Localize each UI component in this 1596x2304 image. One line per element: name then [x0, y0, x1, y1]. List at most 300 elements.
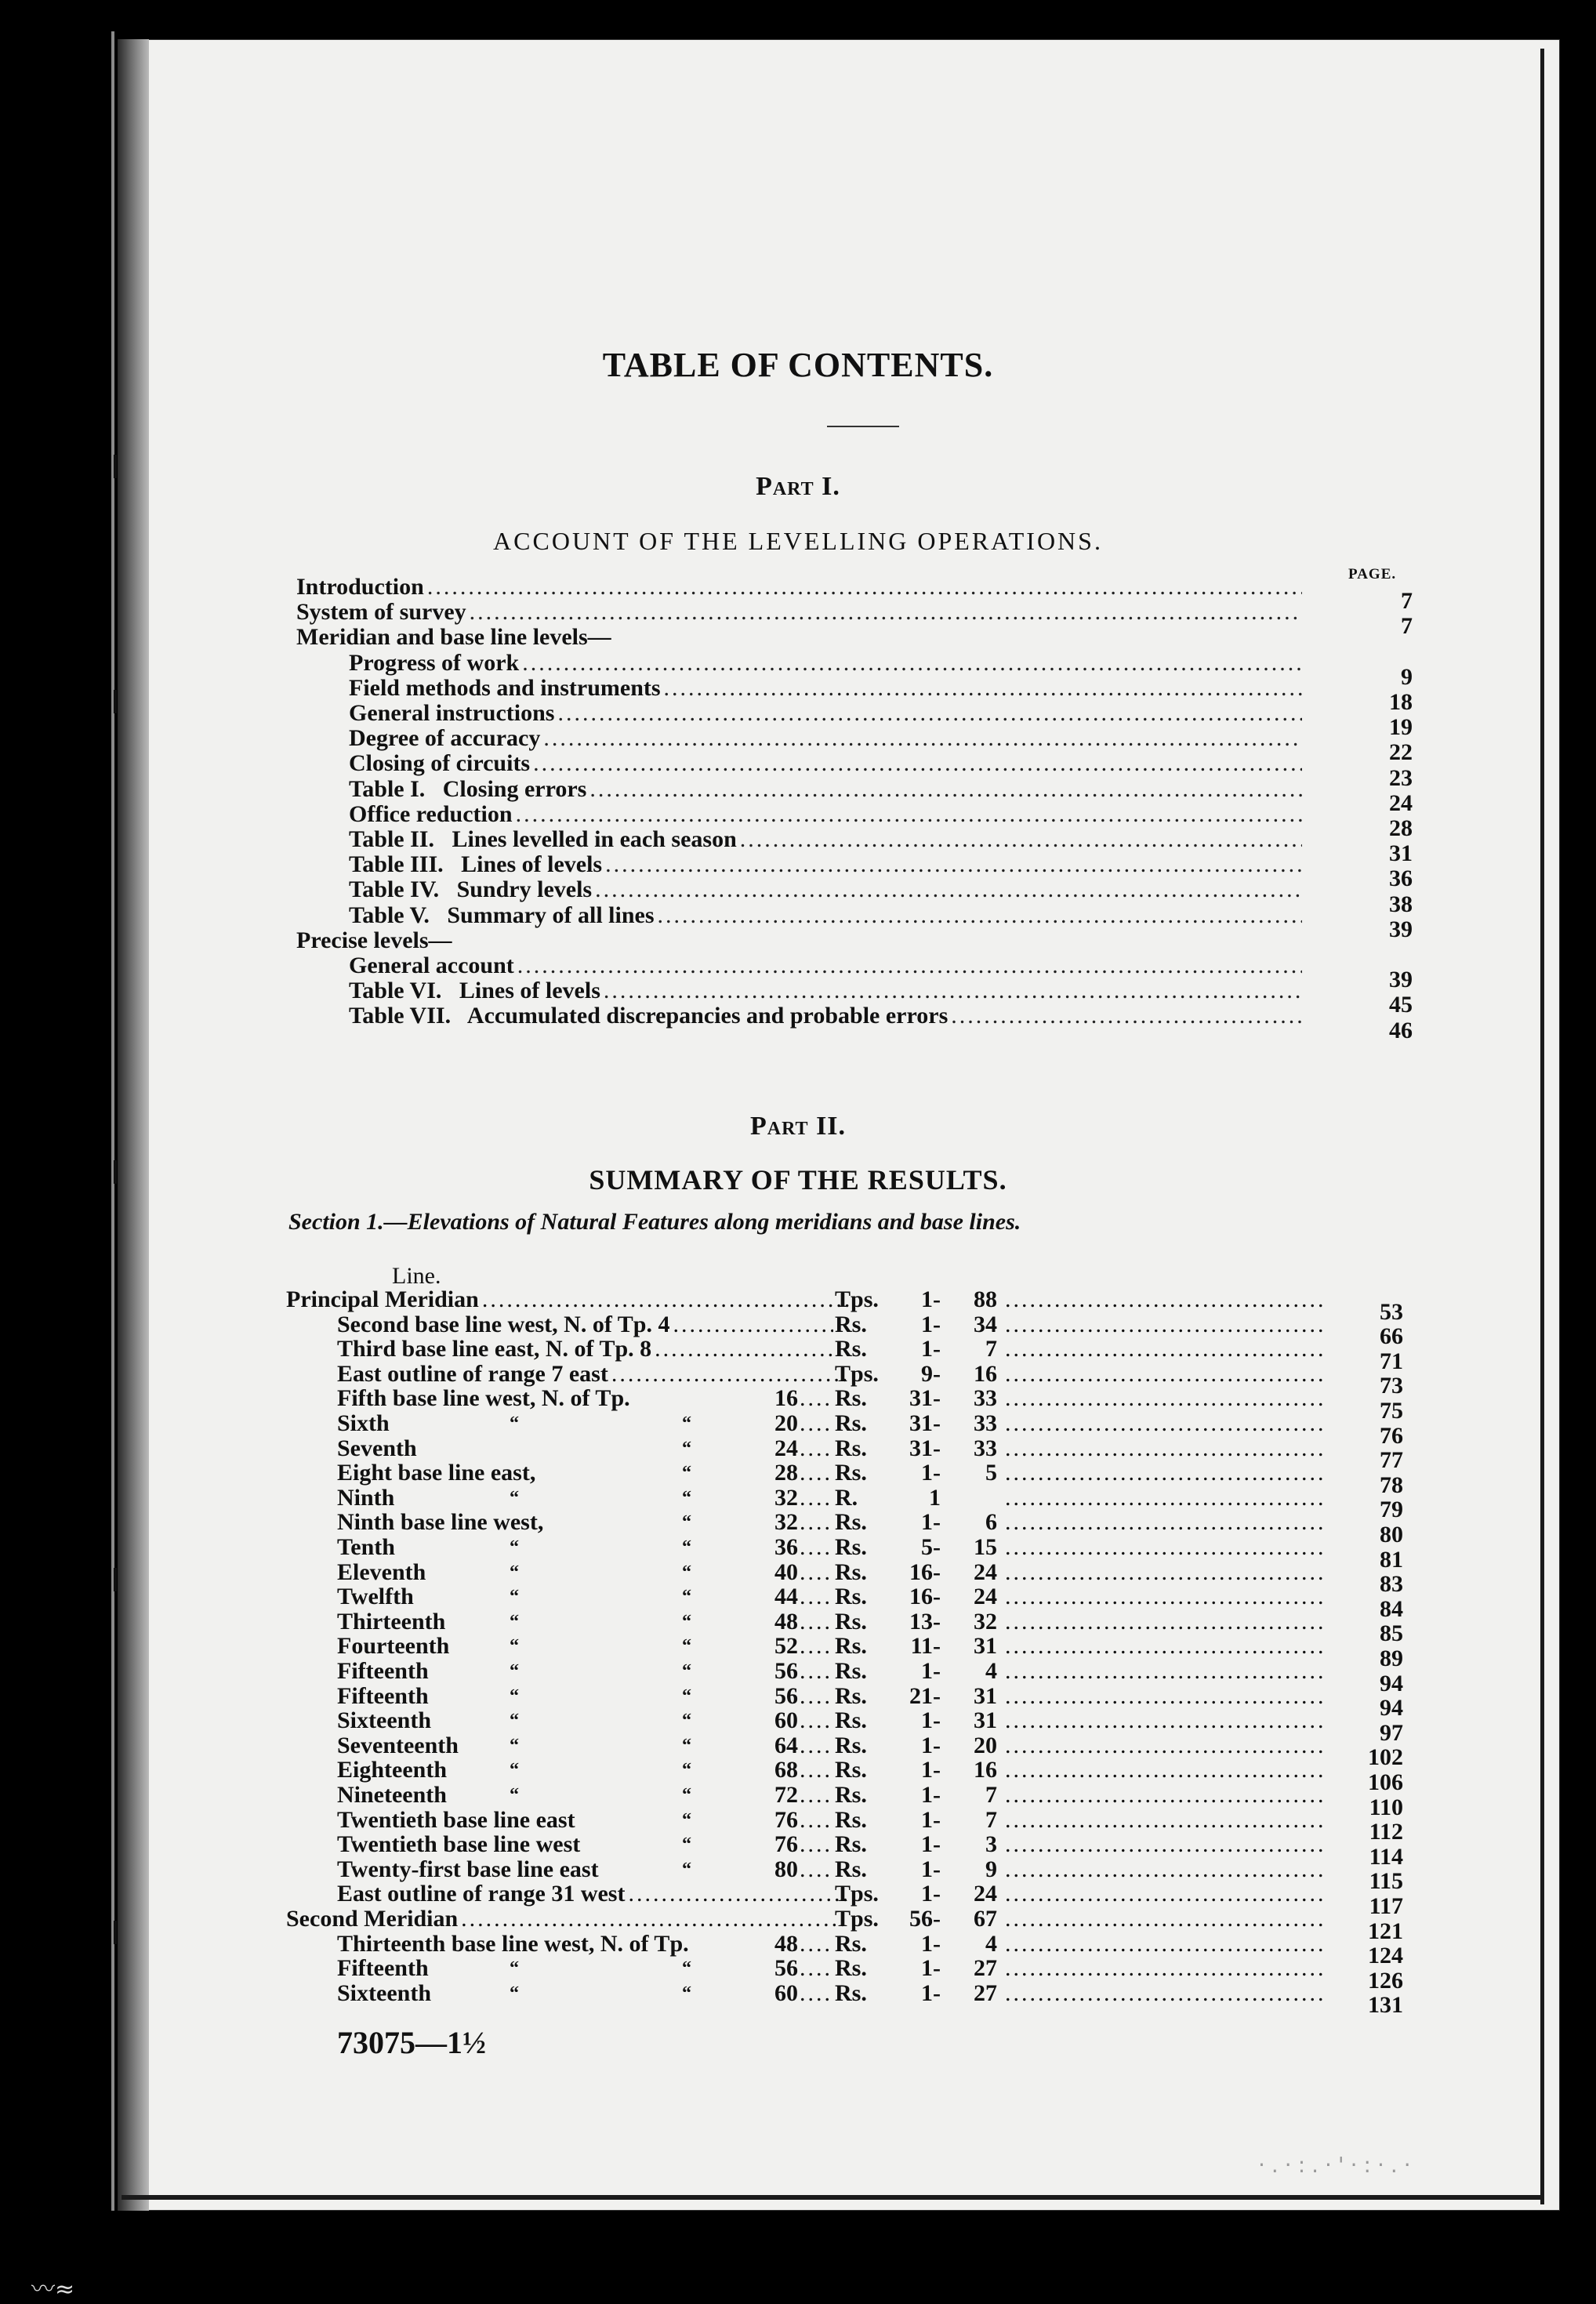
results-row-label: Third base line east, N. of Tp. 8: [337, 1336, 652, 1362]
results-page-number: 97: [1380, 1719, 1403, 1746]
range-to: 31: [974, 1682, 997, 1709]
range-to: 3: [985, 1831, 997, 1858]
toc-leader-dots: [517, 953, 1302, 978]
range-from: 1-: [921, 1658, 941, 1684]
part1-subheading: ACCOUNT OF THE LEVELLING OPERATIONS.: [493, 527, 1103, 555]
leader-dots: [800, 1659, 832, 1684]
range-from: 5-: [921, 1534, 941, 1560]
results-page-number: 84: [1380, 1595, 1403, 1622]
results-row-label: Seventeenth: [337, 1732, 459, 1758]
title-rule: [827, 426, 899, 427]
leader-dots: [800, 1684, 832, 1709]
ditto-mark: “: [682, 1463, 691, 1484]
range-to: 34: [974, 1311, 997, 1337]
results-row-label: Principal Meridian: [286, 1286, 479, 1312]
leader-dots: [673, 1312, 833, 1337]
range-from: 1-: [921, 1707, 941, 1734]
ditto-mark: “: [682, 1487, 691, 1508]
range-kind: Rs.: [835, 1608, 867, 1635]
toc-entry-label: Table II. Lines levelled in each season: [349, 826, 737, 852]
results-page-number: 71: [1380, 1348, 1403, 1374]
leader-dots: [1005, 1733, 1322, 1758]
leader-dots: [611, 1362, 849, 1387]
range-from: 1-: [921, 1955, 941, 1982]
toc-page-number: 22: [1389, 739, 1413, 766]
toc-leader-dots: [589, 777, 1302, 802]
leader-dots: [1005, 1808, 1322, 1833]
leader-dots: [800, 1783, 832, 1808]
range-to: 33: [974, 1410, 997, 1436]
line-column-header: Line.: [392, 1263, 441, 1289]
results-row-label: East outline of range 31 west: [337, 1881, 626, 1907]
ditto-mark: “: [682, 1587, 691, 1608]
leader-dots: [800, 1436, 832, 1461]
results-page-number: 112: [1369, 1819, 1403, 1845]
results-row-label: Seventh: [337, 1435, 417, 1461]
leader-dots: [1005, 1436, 1322, 1461]
range-to: 27: [974, 1955, 997, 1982]
ditto-mark: “: [682, 1859, 691, 1880]
range-kind: Tps.: [835, 1360, 879, 1387]
ditto-mark: “: [682, 1636, 691, 1657]
township-number: 36: [774, 1534, 798, 1560]
leader-dots: [1005, 1386, 1322, 1411]
range-kind: Tps.: [835, 1881, 879, 1907]
leader-dots: [1005, 1312, 1322, 1337]
range-to: 27: [974, 1979, 997, 2006]
range-from: 1-: [921, 1930, 941, 1957]
leader-dots: [800, 1609, 832, 1635]
toc-page-number: 39: [1389, 967, 1413, 993]
range-kind: Rs.: [835, 1930, 867, 1957]
range-from: 21-: [909, 1682, 941, 1709]
scan-speckle: ·.·:.·'·:·.·: [1258, 2152, 1417, 2178]
leader-dots: [800, 1733, 832, 1758]
results-page-number: 106: [1368, 1769, 1403, 1795]
ditto-mark: “: [682, 1809, 691, 1831]
results-page-number: 115: [1369, 1868, 1403, 1895]
toc-page-number: 7: [1401, 588, 1413, 615]
leader-dots: [800, 1932, 832, 1957]
range-kind: Rs.: [835, 1955, 867, 1982]
ditto-mark: “: [510, 1785, 519, 1805]
ditto-mark: “: [510, 1611, 519, 1632]
results-row-label: Nineteenth: [337, 1782, 447, 1808]
range-to: 4: [985, 1658, 997, 1684]
range-to: 33: [974, 1435, 997, 1461]
ditto-mark: “: [510, 1735, 519, 1756]
results-row-label: Tenth: [337, 1534, 395, 1560]
township-number: 64: [774, 1732, 798, 1758]
toc-entry-label: Closing of circuits: [349, 750, 531, 777]
range-kind: Rs.: [835, 1410, 867, 1436]
range-to: 67: [974, 1906, 997, 1932]
range-from: 11-: [910, 1633, 941, 1660]
leader-dots: [800, 1386, 832, 1411]
toc-leader-dots: [658, 903, 1302, 928]
leader-dots: [1005, 1907, 1322, 1932]
leader-dots: [1005, 1634, 1322, 1659]
range-from: 31-: [909, 1385, 941, 1412]
leader-dots: [1005, 1510, 1322, 1535]
leader-dots: [461, 1907, 849, 1932]
scan-mark: 〰︎≈: [31, 2276, 75, 2303]
ditto-mark: “: [510, 1537, 519, 1558]
range-kind: Rs.: [835, 1806, 867, 1833]
toc-entry-label: Field methods and instruments: [349, 674, 661, 701]
range-kind: Rs.: [835, 1856, 867, 1882]
toc-entry: [349, 953, 1305, 978]
toc-entry: [349, 651, 1305, 676]
results-row-label: Twelfth: [337, 1584, 414, 1610]
ditto-mark: “: [682, 1438, 691, 1459]
range-to: 16: [974, 1757, 997, 1783]
ditto-mark: “: [682, 1413, 691, 1434]
township-number: 20: [774, 1410, 798, 1436]
results-page-number: 114: [1369, 1843, 1403, 1870]
toc-leader-dots: [543, 726, 1302, 751]
leader-dots: [800, 1708, 832, 1733]
results-row-label: Sixteenth: [337, 1707, 431, 1734]
township-number: 68: [774, 1757, 798, 1783]
ditto-mark: “: [682, 1685, 691, 1707]
township-number: 28: [774, 1460, 798, 1486]
ditto-mark: “: [510, 1562, 519, 1583]
results-page-number: 80: [1380, 1522, 1403, 1547]
range-from: 56-: [909, 1906, 941, 1932]
toc-entry-label: Table VII. Accumulated discrepancies and probable errors: [349, 1003, 949, 1029]
ditto-mark: “: [682, 1611, 691, 1632]
range-from: 1-: [921, 1757, 941, 1783]
ditto-mark: “: [682, 1983, 691, 2004]
township-number: 32: [774, 1484, 798, 1511]
leader-dots: [1005, 1337, 1322, 1362]
leader-dots: [800, 1486, 832, 1511]
range-kind: Rs.: [835, 1707, 867, 1734]
leader-dots: [800, 1808, 832, 1833]
leader-dots: [1005, 1981, 1322, 2006]
township-number: 80: [774, 1856, 798, 1882]
toc-leader-dots: [533, 751, 1302, 776]
range-kind: Rs.: [835, 1658, 867, 1684]
results-page-number: 73: [1380, 1373, 1403, 1399]
township-number: 56: [774, 1955, 798, 1982]
leader-dots: [1005, 1609, 1322, 1635]
leader-dots: [1005, 1832, 1322, 1857]
range-from: 1-: [921, 1286, 941, 1312]
leader-dots: [1005, 1956, 1322, 1981]
range-to: 6: [985, 1509, 997, 1536]
results-page-number: 124: [1368, 1943, 1403, 1969]
range-to: 33: [974, 1385, 997, 1412]
leader-dots: [1005, 1932, 1322, 1957]
range-to: 4: [985, 1930, 997, 1957]
leader-dots: [1005, 1486, 1322, 1511]
ditto-mark: “: [510, 1661, 519, 1682]
toc-page-number: 28: [1389, 815, 1413, 841]
margin-notch: [114, 1568, 117, 1591]
results-row-label: Ninth: [337, 1484, 395, 1511]
results-page-number: 94: [1380, 1670, 1403, 1696]
ditto-mark: “: [682, 1785, 691, 1805]
leader-dots: [800, 1584, 832, 1609]
ditto-mark: “: [510, 1487, 519, 1508]
township-number: 76: [774, 1831, 798, 1858]
range-kind: Tps.: [835, 1286, 879, 1312]
ditto-mark: “: [510, 1587, 519, 1608]
toc-entry: [349, 676, 1305, 701]
toc-entry-label: Table I. Closing errors: [349, 775, 587, 802]
toc-leader-dots: [740, 827, 1302, 852]
range-to: 7: [985, 1806, 997, 1833]
leader-dots: [800, 1634, 832, 1659]
toc-leader-dots: [516, 802, 1302, 827]
ditto-mark: “: [510, 1958, 519, 1979]
range-from: 1-: [921, 1311, 941, 1337]
ditto-mark: “: [510, 1983, 519, 2004]
township-number: 56: [774, 1658, 798, 1684]
township-number: 40: [774, 1558, 798, 1585]
results-row-label: Twenty-first base line east: [337, 1856, 599, 1882]
leader-dots: [1005, 1659, 1322, 1684]
range-from: 1: [929, 1484, 941, 1511]
toc-entry-label: Table V. Summary of all lines: [349, 902, 655, 928]
results-page-number: 89: [1380, 1645, 1403, 1671]
township-number: 24: [774, 1435, 798, 1461]
toc-entry: [296, 575, 1305, 600]
results-page-number: 110: [1369, 1794, 1403, 1820]
toc-entry: [349, 903, 1305, 928]
range-from: 1-: [921, 1831, 941, 1858]
range-from: 31-: [909, 1410, 941, 1436]
ditto-mark: “: [682, 1537, 691, 1558]
township-number: 76: [774, 1806, 798, 1833]
leader-dots: [482, 1287, 849, 1312]
results-row-label: Sixth: [337, 1410, 390, 1436]
township-number: 16: [774, 1385, 798, 1412]
toc-entry-label: Introduction: [296, 574, 424, 600]
results-page-number: 121: [1368, 1918, 1403, 1944]
ditto-mark: “: [510, 1711, 519, 1732]
toc-leader-dots: [604, 978, 1302, 1003]
toc-leader-dots: [664, 676, 1302, 701]
toc-leader-dots: [558, 701, 1303, 726]
results-row-label: Eighteenth: [337, 1757, 448, 1783]
toc-entry-label: Office reduction: [349, 800, 513, 827]
part2-heading: Part II.: [749, 1112, 847, 1141]
ditto-mark: “: [682, 1735, 691, 1756]
range-to: 15: [974, 1534, 997, 1560]
range-kind: Rs.: [835, 1584, 867, 1610]
ditto-mark: “: [510, 1413, 519, 1434]
results-page-number: 85: [1380, 1620, 1403, 1647]
range-to: 7: [985, 1336, 997, 1362]
part2-subheading: SUMMARY OF THE RESULTS.: [589, 1164, 1007, 1196]
toc-page-number: 24: [1389, 789, 1413, 816]
results-row-label: Thirteenth base line west, N. of Tp.: [337, 1930, 689, 1957]
leader-dots: [1005, 1560, 1322, 1585]
page-title: TABLE OF CONTENTS.: [602, 346, 994, 384]
toc-entry: [349, 1029, 1305, 1054]
results-page-number: 102: [1368, 1744, 1403, 1771]
results-row-label: Fifth base line west, N. of Tp.: [337, 1385, 630, 1412]
range-from: 1-: [921, 1979, 941, 2006]
leader-dots: [1005, 1411, 1322, 1436]
range-to: 20: [974, 1732, 997, 1758]
results-page-number: 78: [1380, 1471, 1403, 1498]
toc-page-number: 19: [1389, 714, 1413, 741]
results-page-number: 83: [1380, 1571, 1403, 1598]
margin-notch: [114, 1921, 117, 1944]
range-to: 32: [974, 1608, 997, 1635]
township-number: 32: [774, 1509, 798, 1536]
leader-dots: [800, 1956, 832, 1981]
toc-page-number: 9: [1401, 663, 1413, 690]
results-row-label: Ninth base line west,: [337, 1509, 544, 1536]
ditto-mark: “: [510, 1636, 519, 1657]
results-row-label: Second base line west, N. of Tp. 4: [337, 1311, 670, 1337]
range-kind: Rs.: [835, 1782, 867, 1808]
toc-leader-dots: [595, 877, 1302, 902]
leader-dots: [1005, 1708, 1322, 1733]
range-kind: Tps.: [835, 1906, 879, 1932]
ditto-mark: “: [510, 1685, 519, 1707]
results-page-number: 66: [1380, 1323, 1403, 1350]
page-column-header: PAGE.: [1348, 566, 1397, 582]
range-kind: Rs.: [835, 1732, 867, 1758]
range-from: 9-: [921, 1360, 941, 1387]
results-page-number: 53: [1380, 1298, 1403, 1325]
toc-entry: [349, 701, 1305, 726]
range-from: 1-: [921, 1460, 941, 1486]
margin-notch: [114, 690, 117, 713]
results-page-number: 77: [1380, 1447, 1403, 1474]
ditto-mark: “: [682, 1711, 691, 1732]
range-from: 16-: [909, 1558, 941, 1585]
range-from: 1-: [921, 1732, 941, 1758]
township-number: 60: [774, 1979, 798, 2006]
section-heading: Section 1.—Elevations of Natural Features along meridians and base lines.: [288, 1209, 1021, 1235]
page-frame-bottom: [122, 2195, 1544, 2200]
toc-page-number: 45: [1389, 992, 1413, 1018]
toc-entry: [349, 802, 1305, 827]
results-row-label: Fourteenth: [337, 1633, 450, 1660]
leader-dots: [800, 1857, 832, 1882]
range-kind: Rs.: [835, 1460, 867, 1486]
leader-dots: [800, 1411, 832, 1436]
toc-entry-label: System of survey: [296, 599, 466, 626]
toc-entry: [349, 726, 1305, 751]
toc-entry: [349, 978, 1305, 1003]
range-kind: R.: [835, 1484, 858, 1511]
toc-entry-label: Meridian and base line levels—: [296, 624, 611, 651]
results-page-number: 76: [1380, 1422, 1403, 1449]
ditto-mark: “: [682, 1834, 691, 1856]
results-row-label: Fifteenth: [337, 1658, 429, 1684]
toc-entry-label: Table III. Lines of levels: [349, 851, 603, 878]
toc-entry-label: Table IV. Sundry levels: [349, 876, 593, 903]
toc-entry-label: General account: [349, 952, 514, 978]
toc-entry: [296, 600, 1305, 625]
results-row-label: Eleventh: [337, 1558, 426, 1585]
toc-entry-label: Degree of accuracy: [349, 725, 541, 752]
toc-page-number: 39: [1389, 916, 1413, 942]
range-kind: Rs.: [835, 1385, 867, 1412]
range-kind: Rs.: [835, 1534, 867, 1560]
leader-dots: [800, 1832, 832, 1857]
township-number: 60: [774, 1707, 798, 1734]
leader-dots: [1005, 1881, 1322, 1907]
leader-dots: [1005, 1857, 1322, 1882]
ditto-mark: “: [682, 1958, 691, 1979]
leader-dots: [1005, 1287, 1322, 1312]
toc-leader-dots: [522, 651, 1302, 676]
range-kind: Rs.: [835, 1979, 867, 2006]
toc-leader-dots: [470, 600, 1302, 625]
toc-entry: [296, 625, 1305, 650]
toc-page-number: 46: [1389, 1017, 1413, 1043]
part1-heading: Part I.: [756, 472, 840, 501]
leader-dots: [800, 1560, 832, 1585]
results-page-number: 75: [1380, 1398, 1403, 1424]
leader-dots: [1005, 1783, 1322, 1808]
toc-entry: [349, 751, 1305, 776]
ditto-mark: “: [682, 1512, 691, 1533]
range-from: 1-: [921, 1509, 941, 1536]
toc-entry: [296, 928, 1305, 953]
results-page-number: 94: [1380, 1695, 1403, 1722]
range-kind: Rs.: [835, 1831, 867, 1858]
township-number: 56: [774, 1682, 798, 1709]
results-page-number: 131: [1368, 1992, 1403, 2019]
range-to: 31: [974, 1707, 997, 1734]
ditto-mark: “: [682, 1661, 691, 1682]
leader-dots: [800, 1758, 832, 1783]
ditto-mark: “: [510, 1760, 519, 1781]
range-to: 7: [985, 1782, 997, 1808]
range-from: 1-: [921, 1782, 941, 1808]
toc-page-number: 18: [1389, 689, 1413, 715]
results-row-label: Thirteenth: [337, 1608, 446, 1635]
leader-dots: [1005, 1758, 1322, 1783]
toc-entry: [349, 877, 1305, 902]
township-number: 48: [774, 1930, 798, 1957]
leader-dots: [1005, 1535, 1322, 1560]
results-row-label: Eight base line east,: [337, 1460, 536, 1486]
leader-dots: [628, 1881, 849, 1907]
range-to: 24: [974, 1558, 997, 1585]
results-page-number: 81: [1380, 1546, 1403, 1573]
township-number: 44: [774, 1584, 798, 1610]
toc-leader-dots: [951, 1003, 1302, 1029]
results-row-label: Sixteenth: [337, 1979, 431, 2006]
range-kind: Rs.: [835, 1633, 867, 1660]
results-row-label: Fifteenth: [337, 1955, 429, 1982]
toc-page-number: 7: [1401, 613, 1413, 640]
results-row-label: Second Meridian: [286, 1906, 459, 1932]
toc-entry-label: Progress of work: [349, 649, 520, 676]
results-row-label: Twentieth base line west: [337, 1831, 581, 1858]
toc-leader-dots: [605, 852, 1302, 877]
range-from: 1-: [921, 1806, 941, 1833]
range-kind: Rs.: [835, 1682, 867, 1709]
range-kind: Rs.: [835, 1311, 867, 1337]
leader-dots: [800, 1981, 832, 2006]
results-page-number: 79: [1380, 1497, 1403, 1523]
range-from: 1-: [921, 1336, 941, 1362]
print-code: 73075—1½: [337, 2025, 486, 2060]
leader-dots: [1005, 1460, 1322, 1486]
